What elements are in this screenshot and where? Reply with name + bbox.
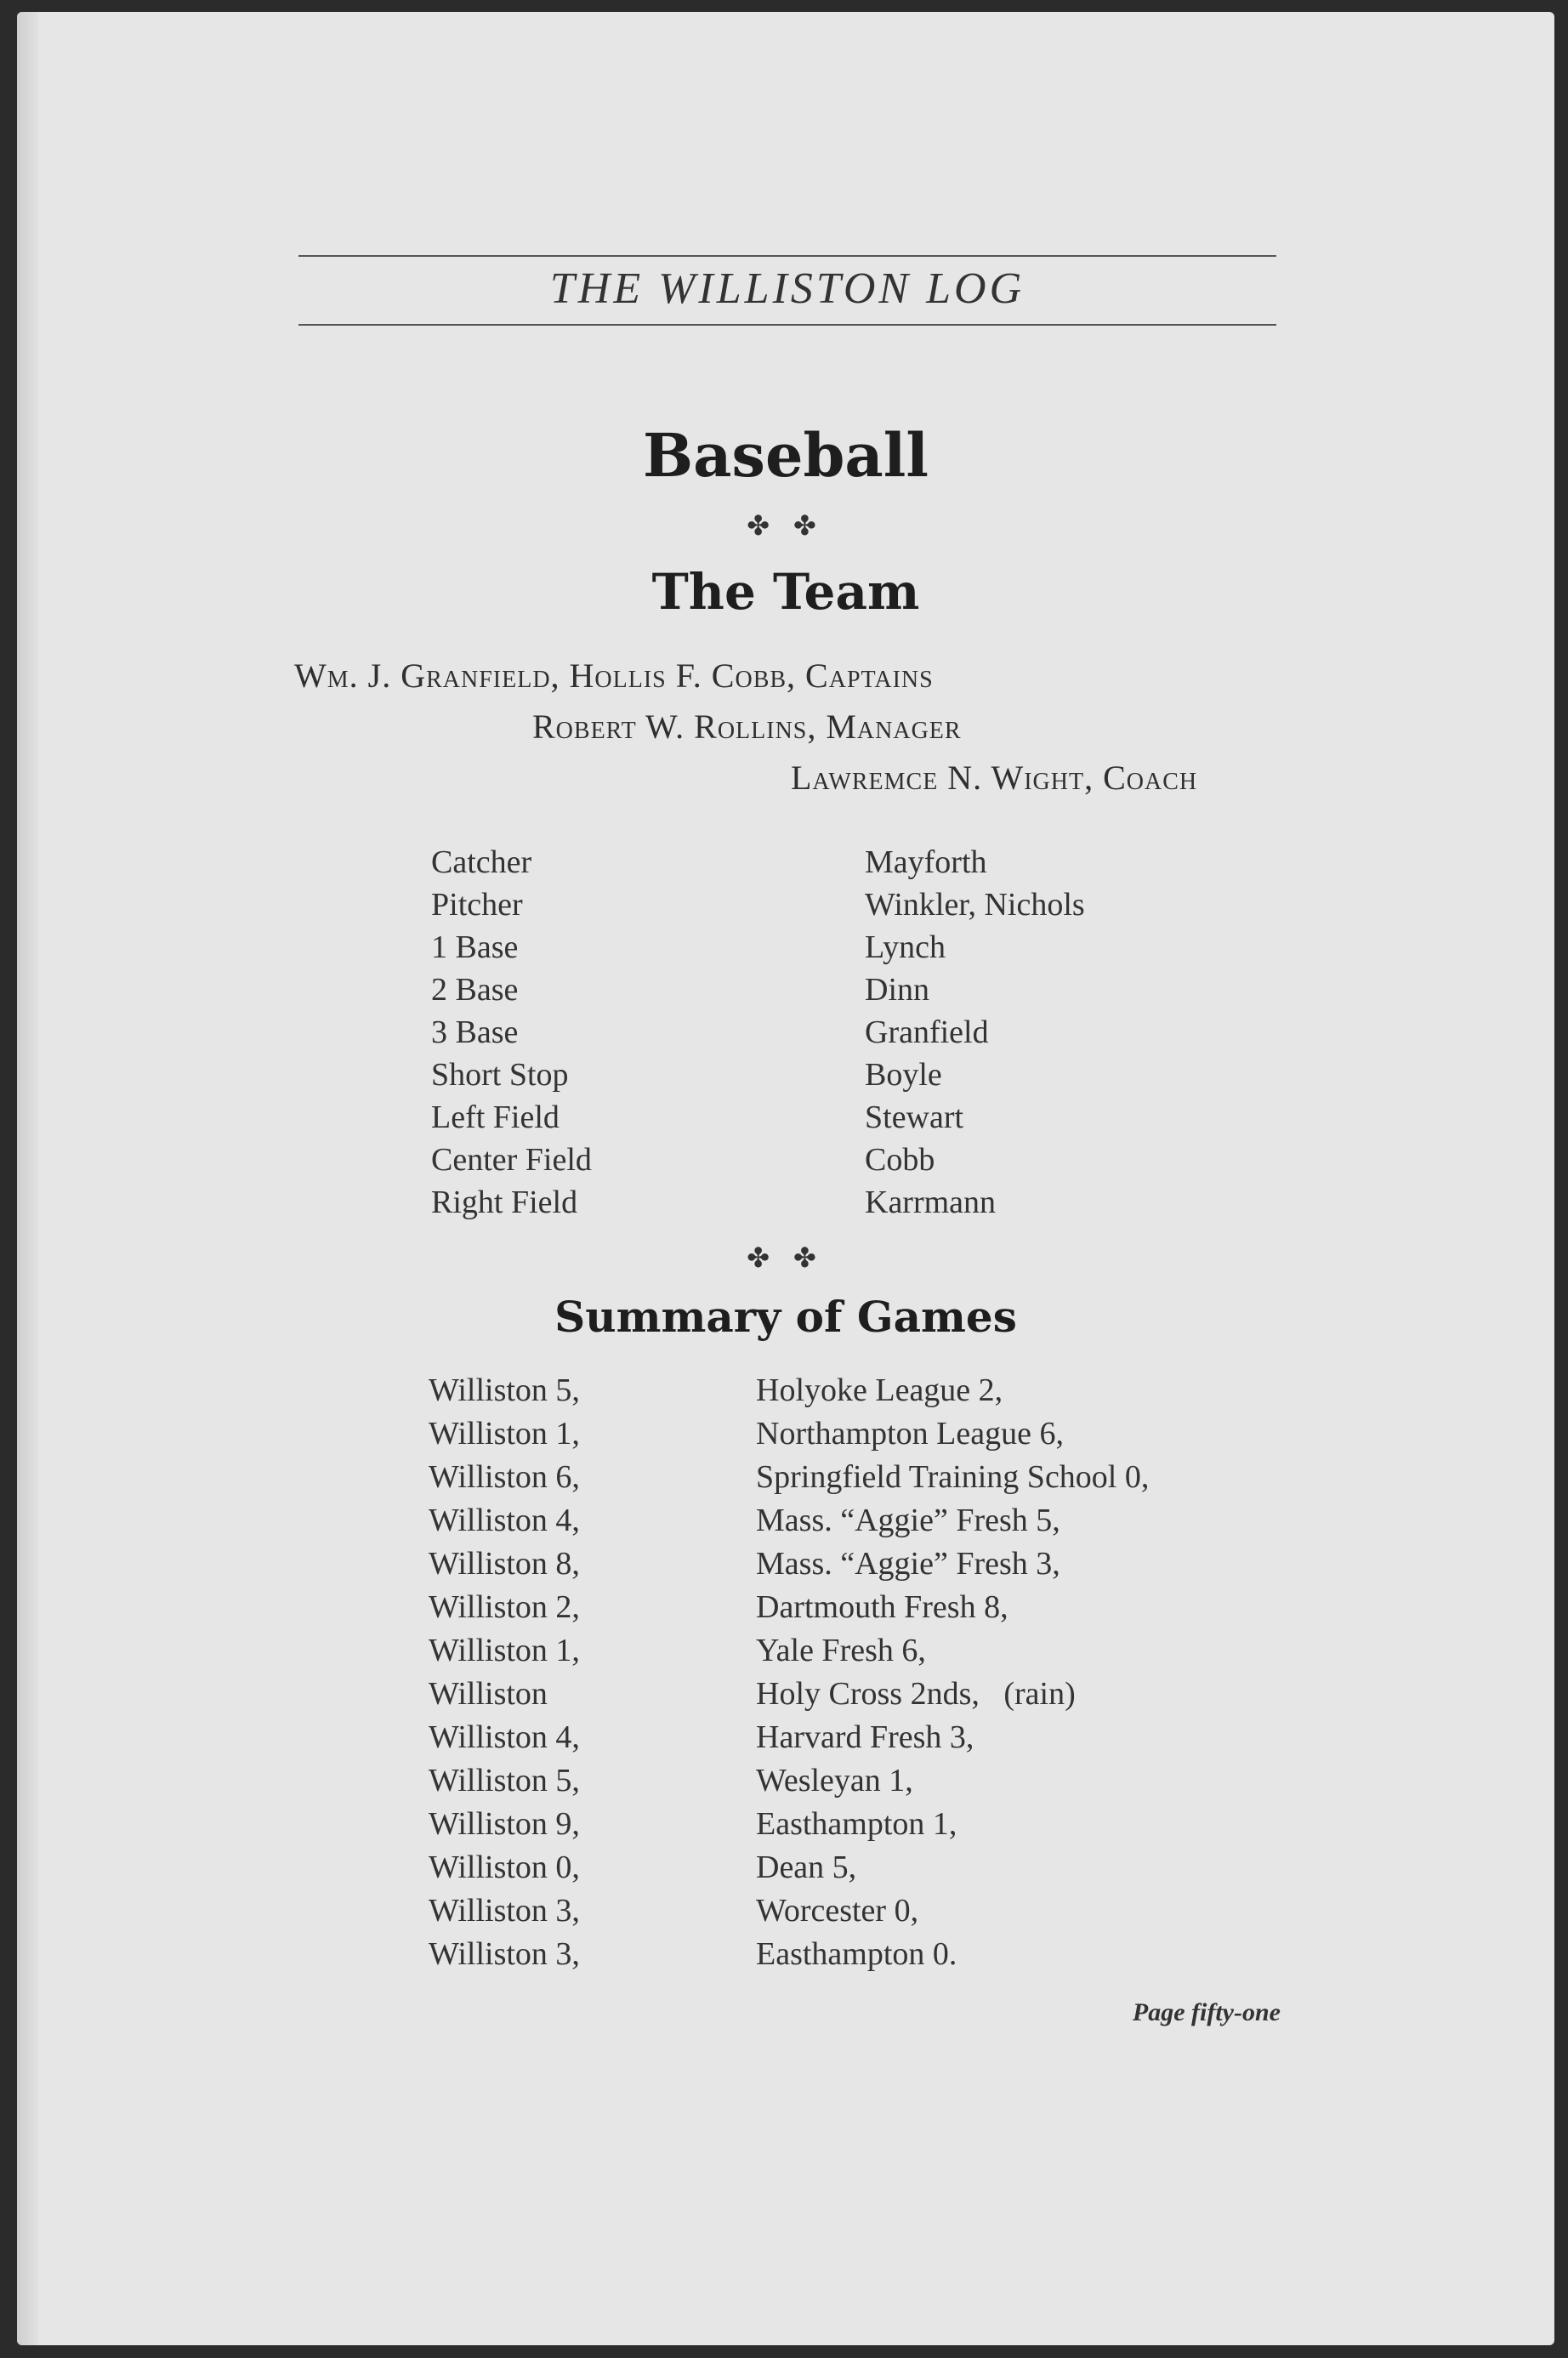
header-rule-bottom	[298, 324, 1276, 326]
roster-position: 2 Base	[431, 972, 519, 1008]
game-opponent: Worcester 0,	[756, 1893, 919, 1929]
roster-position: 3 Base	[431, 1014, 519, 1050]
game-opponent: Springfield Training School 0,	[756, 1459, 1150, 1495]
summary-heading: Summary of Games	[554, 1292, 1017, 1342]
page-title: Baseball	[643, 420, 929, 491]
running-head: THE WILLISTON LOG	[549, 264, 1025, 313]
game-williston-score: Williston 3,	[429, 1936, 580, 1972]
roster-player: Cobb	[865, 1142, 935, 1178]
game-opponent: Easthampton 1,	[756, 1806, 957, 1842]
game-opponent: Northampton League 6,	[756, 1416, 1064, 1452]
game-opponent: Mass. “Aggie” Fresh 3,	[756, 1546, 1060, 1582]
game-williston-score: Williston 0,	[429, 1849, 580, 1885]
manager-line: Robert W. Rollins, Manager	[532, 707, 962, 746]
game-williston-score: Williston 3,	[429, 1893, 580, 1929]
captains-line: Wm. J. Granfield, Hollis F. Cobb, Captains	[294, 656, 934, 695]
game-williston-score: Williston 5,	[429, 1372, 580, 1408]
ornament-divider: ✤ ✤	[747, 510, 825, 541]
roster-position: Pitcher	[431, 887, 523, 923]
game-opponent: Dartmouth Fresh 8,	[756, 1589, 1008, 1625]
game-williston-score: Williston 4,	[429, 1503, 580, 1538]
book-page	[17, 12, 1554, 2345]
game-opponent: Holyoke League 2,	[756, 1372, 1003, 1408]
game-williston-score: Williston	[429, 1676, 548, 1712]
roster-player: Stewart	[865, 1099, 964, 1135]
page-number: Page fifty-one	[1132, 1998, 1281, 2026]
roster-player: Lynch	[865, 929, 946, 965]
game-williston-score: Williston 6,	[429, 1459, 580, 1495]
game-williston-score: Williston 4,	[429, 1719, 580, 1755]
roster-position: Catcher	[431, 844, 532, 880]
game-opponent: Yale Fresh 6,	[756, 1633, 926, 1668]
game-opponent: Dean 5,	[756, 1849, 857, 1885]
game-opponent: Harvard Fresh 3,	[756, 1719, 974, 1755]
roster-player: Boyle	[865, 1057, 942, 1093]
game-williston-score: Williston 5,	[429, 1763, 580, 1798]
roster-position: Center Field	[431, 1142, 592, 1178]
header-rule-top	[298, 255, 1276, 257]
coach-line: Lawremce N. Wight, Coach	[791, 759, 1198, 797]
roster-player: Granfield	[865, 1014, 989, 1050]
roster-player: Winkler, Nichols	[865, 887, 1085, 923]
game-opponent: Easthampton 0.	[756, 1936, 957, 1972]
ornament-divider: ✤ ✤	[747, 1242, 825, 1273]
game-williston-score: Williston 2,	[429, 1589, 580, 1625]
game-williston-score: Williston 1,	[429, 1416, 580, 1452]
team-heading: The Team	[651, 563, 920, 621]
game-williston-score: Williston 1,	[429, 1633, 580, 1668]
roster-player: Dinn	[865, 972, 929, 1008]
roster-position: Short Stop	[431, 1057, 569, 1093]
roster-player: Mayforth	[865, 844, 987, 880]
roster-position: Right Field	[431, 1185, 578, 1220]
roster-position: 1 Base	[431, 929, 519, 965]
game-opponent: Wesleyan 1,	[756, 1763, 913, 1798]
roster-player: Karrmann	[865, 1185, 997, 1220]
book-spine	[17, 12, 39, 2345]
roster-position: Left Field	[431, 1099, 560, 1135]
game-opponent: Holy Cross 2nds, (rain)	[756, 1676, 1076, 1712]
game-opponent: Mass. “Aggie” Fresh 5,	[756, 1503, 1060, 1538]
game-williston-score: Williston 9,	[429, 1806, 580, 1842]
game-williston-score: Williston 8,	[429, 1546, 580, 1582]
